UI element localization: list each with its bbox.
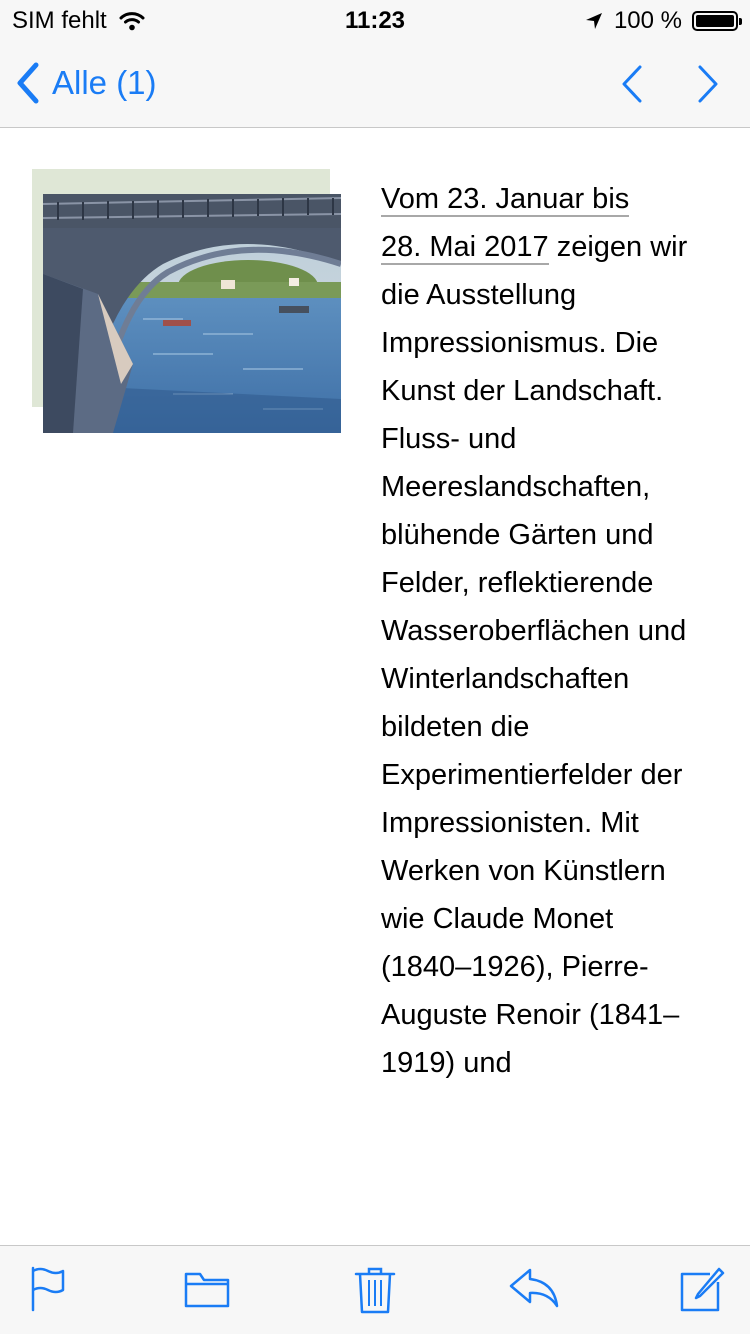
next-message-icon bbox=[694, 64, 722, 104]
reply-button[interactable] bbox=[508, 1266, 560, 1315]
carrier-label: SIM fehlt bbox=[12, 7, 107, 34]
battery-percentage: 100 % bbox=[613, 7, 682, 34]
delete-button[interactable] bbox=[354, 1266, 396, 1319]
trash-icon bbox=[354, 1266, 396, 1314]
message-image bbox=[32, 169, 342, 433]
compose-button[interactable] bbox=[680, 1266, 726, 1317]
next-message-button[interactable] bbox=[694, 64, 722, 109]
previous-message-button[interactable] bbox=[618, 64, 646, 109]
battery-icon bbox=[692, 11, 738, 31]
location-arrow-icon bbox=[584, 11, 604, 31]
navigation-bar bbox=[0, 40, 750, 128]
back-button[interactable] bbox=[16, 62, 157, 104]
status-bar bbox=[0, 0, 750, 40]
clock: 11:23 bbox=[344, 7, 406, 34]
back-button-label: Alle (1) bbox=[52, 64, 157, 101]
bottom-toolbar bbox=[0, 1245, 750, 1334]
message-body-text: zeigen wir die Ausstellung Impressionismus. Die Kunst der Landschaft. Fluss- und Meereslandschaften, blühende Gärten und Felder, reflektierende Wasseroberflächen und Winterlandschaften bildeten die Experimentierfelder der Impressionisten. Mit Werken von Künstlern wie Claude Monet (1840–1926), Pierre-Auguste Renoir (1841–1919) und bbox=[381, 231, 688, 1079]
date-link-1[interactable]: Vom 23. Januar bis bbox=[381, 183, 630, 215]
compose-icon bbox=[680, 1266, 726, 1312]
bridge-painting bbox=[43, 194, 341, 433]
message-body bbox=[381, 175, 711, 1087]
reply-icon bbox=[508, 1266, 560, 1310]
chevron-left-icon bbox=[16, 62, 40, 104]
date-link-2[interactable]: 28. Mai 2017 bbox=[381, 231, 549, 263]
folder-icon bbox=[184, 1266, 230, 1312]
flag-button[interactable] bbox=[28, 1266, 68, 1317]
move-folder-button[interactable] bbox=[184, 1266, 230, 1317]
flag-icon bbox=[28, 1266, 68, 1312]
message-content[interactable] bbox=[0, 128, 750, 1245]
status-right-group bbox=[584, 7, 738, 35]
previous-message-icon bbox=[618, 64, 646, 104]
